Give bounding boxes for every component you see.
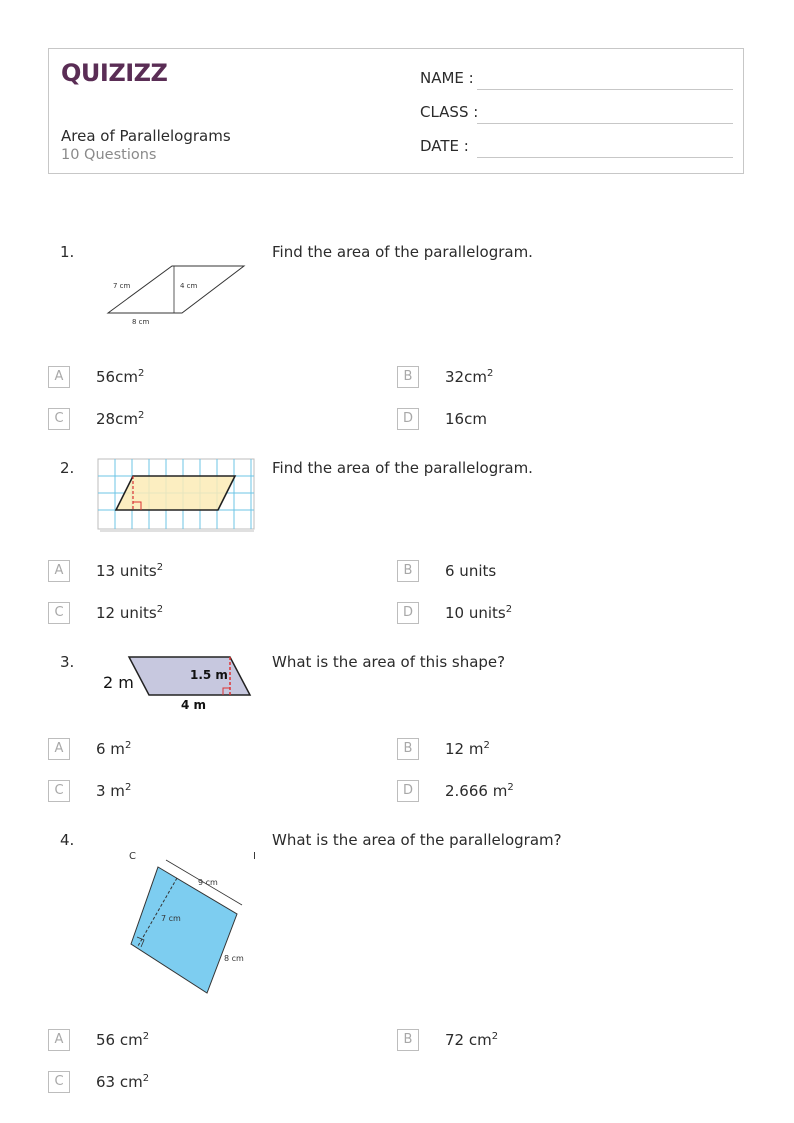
option-text[interactable]: 16cm xyxy=(445,410,487,428)
option-text[interactable]: 6 $m^2$ xyxy=(96,740,132,758)
option-letter[interactable]: A xyxy=(48,366,70,388)
parallelogram-figure xyxy=(100,652,260,714)
figure-label: I xyxy=(253,851,256,862)
figure-label: 8 cm xyxy=(132,318,150,326)
figure-label: 7 cm xyxy=(113,282,131,290)
option-text[interactable]: $56cm^2$ xyxy=(96,368,145,386)
option-text[interactable]: 13 units$^2$ xyxy=(96,562,164,580)
option-text[interactable]: 72 $cm^2$ xyxy=(445,1031,499,1049)
question-text: What is the area of the parallelogram? xyxy=(272,831,562,849)
date-field[interactable] xyxy=(477,157,733,158)
question-number: 3. xyxy=(60,653,75,671)
worksheet-title: Area of Parallelograms xyxy=(61,127,231,145)
figure-label: 8 cm xyxy=(224,954,244,963)
class-label: CLASS : xyxy=(420,103,479,121)
option-text[interactable]: $32cm^2$ xyxy=(445,368,494,386)
figure-label: 1.5 m xyxy=(190,668,228,682)
name-field[interactable] xyxy=(477,89,733,90)
question-number: 1. xyxy=(60,243,75,261)
option-letter[interactable]: B xyxy=(397,1029,419,1051)
option-text[interactable]: 63 $cm^2$ xyxy=(96,1073,150,1091)
option-letter[interactable]: C xyxy=(48,780,70,802)
option-text[interactable]: 10 units$^2$ xyxy=(445,604,513,622)
question-text: What is the area of this shape? xyxy=(272,653,506,671)
worksheet-header xyxy=(48,48,744,174)
grid-parallelogram-figure xyxy=(97,458,257,534)
question-number: 4. xyxy=(60,831,75,849)
figure-label: 2 m xyxy=(103,673,134,692)
option-text[interactable]: 2.666 $m^2$ xyxy=(445,782,514,800)
class-field[interactable] xyxy=(477,123,733,124)
option-text[interactable]: 12 units$^2$ xyxy=(96,604,164,622)
question-number: 2. xyxy=(60,459,75,477)
option-text[interactable]: 12 $m^2$ xyxy=(445,740,490,758)
figure-label: 9 cm xyxy=(198,878,218,887)
option-text[interactable]: 3 $m^2$ xyxy=(96,782,132,800)
option-letter[interactable]: B xyxy=(397,560,419,582)
option-letter[interactable]: D xyxy=(397,602,419,624)
option-letter[interactable]: D xyxy=(397,780,419,802)
option-letter[interactable]: A xyxy=(48,1029,70,1051)
option-text[interactable]: 56 $cm^2$ xyxy=(96,1031,150,1049)
option-text[interactable]: 6 units xyxy=(445,562,497,580)
question-count: 10 Questions xyxy=(61,147,157,163)
rotated-parallelogram-figure xyxy=(125,845,265,1000)
question-text: Find the area of the parallelogram. xyxy=(272,459,533,477)
option-letter[interactable]: A xyxy=(48,738,70,760)
option-letter[interactable]: A xyxy=(48,560,70,582)
parallelogram-figure xyxy=(100,258,250,328)
option-letter[interactable]: B xyxy=(397,366,419,388)
option-text[interactable]: $28cm^2$ xyxy=(96,410,145,428)
question-text: Find the area of the parallelogram. xyxy=(272,243,533,261)
option-letter[interactable]: C xyxy=(48,602,70,624)
figure-label: 4 m xyxy=(181,698,207,712)
figure-label: C xyxy=(129,851,136,862)
name-label: NAME : xyxy=(420,69,474,87)
figure-label: 7 cm xyxy=(161,914,181,923)
option-letter[interactable]: B xyxy=(397,738,419,760)
figure-label: 4 cm xyxy=(180,282,198,290)
option-letter[interactable]: D xyxy=(397,408,419,430)
option-letter[interactable]: C xyxy=(48,408,70,430)
option-letter[interactable]: C xyxy=(48,1071,70,1093)
quizizz-logo: QUIZIZZ xyxy=(61,59,168,87)
date-label: DATE : xyxy=(420,137,469,155)
